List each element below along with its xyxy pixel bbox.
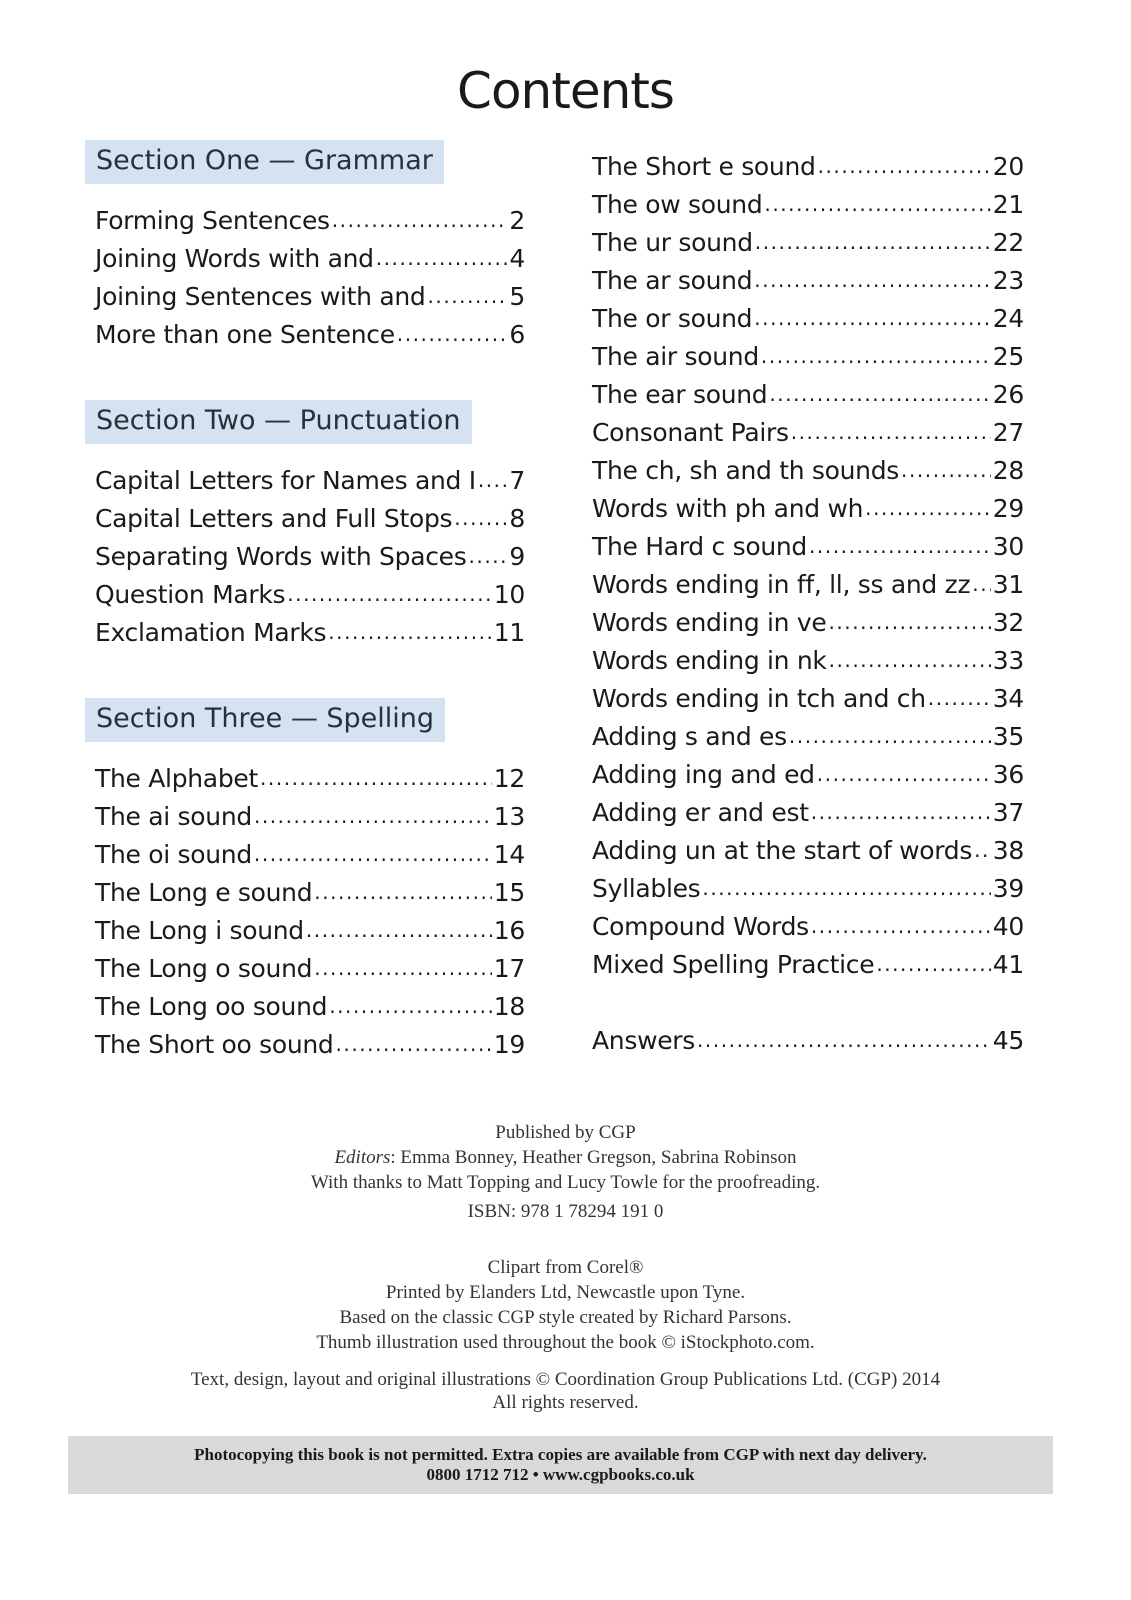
dot-leader [817,754,991,793]
toc-entry[interactable] [85,614,525,652]
section-punctuation [85,400,525,652]
dot-leader [974,830,991,869]
toc-entry-page: 36 [992,760,1024,789]
dot-leader [287,574,492,613]
toc-entry[interactable] [592,186,1024,224]
toc-entry-page: 40 [992,912,1024,941]
thumb-line: Thumb illustration used throughout the book © iStockphoto.com. [316,1332,815,1353]
dot-leader [972,564,991,603]
toc-list [85,760,525,1064]
toc-entry-page: 13 [493,802,525,831]
thanks-line: With thanks to Matt Topping and Lucy Towle for the proofreading. [310,1172,821,1193]
toc-entry-page: 45 [992,1026,1024,1055]
toc-entry-page: 7 [509,466,525,495]
toc-entry-page: 16 [493,916,525,945]
toc-entry[interactable] [85,950,525,988]
toc-entry-title: The Hard c sound [592,532,807,561]
toc-entry-title: Joining Sentences with and [95,282,426,311]
toc-entry-page: 22 [992,228,1024,257]
toc-entry[interactable] [592,490,1024,528]
toc-entry-title: Consonant Pairs [592,418,789,447]
section-heading: Section Two — Punctuation [85,400,472,444]
clipart-line: Clipart from Corel® [487,1257,644,1278]
toc-entry-page: 12 [493,764,525,793]
editors-names: : Emma Bonney, Heather Gregson, Sabrina Robinson [390,1147,797,1168]
dot-leader [428,276,508,315]
toc-entry-title: The ur sound [592,228,753,257]
toc-entry-page: 41 [992,950,1024,979]
dot-leader [478,460,508,499]
toc-entry-title: The oi sound [95,840,252,869]
printer-line: Printed by Elanders Ltd, Newcastle upon Tyne. [385,1282,746,1303]
dot-leader [254,796,492,835]
toc-entry-page: 28 [992,456,1024,485]
toc-entry[interactable] [592,642,1024,680]
toc-entry-title: Compound Words [592,912,809,941]
toc-entry[interactable] [592,300,1024,338]
toc-entry-page: 17 [493,954,525,983]
dot-leader [769,374,990,413]
toc-entry-title: More than one Sentence [95,320,395,349]
credits-block [0,1120,1131,1224]
dot-leader [306,910,492,949]
toc-entry-page: 5 [509,282,525,311]
toc-entry[interactable] [85,836,525,874]
dot-leader [260,758,492,797]
dot-leader [397,314,508,353]
page-title: Contents [457,62,674,120]
toc-entry-page: 25 [992,342,1024,371]
toc-entry-page: 33 [992,646,1024,675]
dot-leader [755,222,991,261]
dot-leader [254,834,492,873]
toc-entry[interactable] [592,680,1024,718]
toc-entry[interactable] [592,908,1024,946]
section-spacer [85,652,525,698]
dot-leader [809,526,991,565]
toc-entry[interactable] [85,912,525,950]
toc-entry-title: The Long e sound [95,878,313,907]
toc-entry-page: 34 [992,684,1024,713]
toc-entry-title: Adding s and es [592,722,787,751]
dot-leader [761,336,991,375]
dot-leader [789,716,991,755]
toc-entry[interactable] [592,756,1024,794]
toc-list [85,462,525,652]
toc-entry-title: Forming Sentences [95,206,330,235]
toc-entry-title: The ar sound [592,266,753,295]
toc-entry[interactable] [592,452,1024,490]
toc-entry[interactable] [85,240,525,278]
dot-leader [928,678,991,717]
toc-entry-title: The ch, sh and th sounds [592,456,900,485]
toc-entry-title: The Alphabet [95,764,258,793]
toc-entry-page: 26 [992,380,1024,409]
dot-leader [754,260,991,299]
toc-entry-title: Words ending in ve [592,608,827,637]
toc-entry-page: 37 [992,798,1024,827]
toc-entry-page: 35 [992,722,1024,751]
editors-label: Editors [334,1147,391,1168]
dot-leader [901,450,991,489]
dot-leader [865,488,991,527]
toc-entry[interactable] [85,874,525,912]
dot-leader [328,612,492,651]
toc-entry-title: Answers [592,1026,696,1055]
toc-entry-page: 21 [992,190,1024,219]
toc-entry[interactable] [592,832,1024,870]
dot-leader [454,498,507,537]
dot-leader [468,536,507,575]
toc-right-column [592,148,1024,1060]
toc-entry-title: Question Marks [95,580,286,609]
toc-entry[interactable] [592,376,1024,414]
toc-list [592,148,1024,984]
toc-entry[interactable] [592,338,1024,376]
toc-entry-title: Words with ph and wh [592,494,864,523]
toc-entry[interactable] [592,604,1024,642]
toc-entry-page: 31 [992,570,1024,599]
toc-entry-title: The ow sound [592,190,763,219]
toc-entry[interactable] [592,870,1024,908]
toc-entry-page: 2 [509,206,525,235]
dot-leader [314,872,491,911]
toc-left-column [85,140,525,1064]
toc-entry[interactable] [85,538,525,576]
toc-list [85,202,525,354]
style-line: Based on the classic CGP style created by Richard Parsons. [339,1307,792,1328]
toc-entry-page: 10 [493,580,525,609]
dot-leader [336,1024,492,1063]
toc-entry[interactable] [592,224,1024,262]
copyright-block [0,1368,1131,1414]
toc-entry-page: 23 [992,266,1024,295]
toc-entry-title: Joining Words with and [95,244,374,273]
toc-entry-page: 20 [992,152,1024,181]
toc-entry[interactable] [592,946,1024,984]
toc-entry-title: The ai sound [95,802,252,831]
dot-leader [811,792,991,831]
copyright-line: Text, design, layout and original illustrations © Coordination Group Publications Ltd. (CGP) 2014 [190,1369,941,1390]
toc-entry-title: The Short oo sound [95,1030,334,1059]
dot-leader [818,146,991,185]
toc-entry-title: Adding un at the start of words [592,836,973,865]
toc-entry-title: Separating Words with Spaces [95,542,467,571]
photocopy-notice: Photocopying this book is not permitted. Extra copies are available from CGP with next day delivery. [194,1445,927,1464]
toc-entry-page: 30 [992,532,1024,561]
credits-printing [0,1255,1131,1355]
toc-entry[interactable] [85,760,525,798]
toc-entry-title: Adding ing and ed [592,760,815,789]
toc-entry-page: 39 [992,874,1024,903]
toc-entry[interactable] [592,566,1024,604]
toc-entry-title: Capital Letters for Names and I [95,466,476,495]
publisher-line: Published by CGP [495,1122,636,1143]
toc-entry-title: The ear sound [592,380,768,409]
dot-leader [829,640,991,679]
toc-entry-title: Mixed Spelling Practice [592,950,875,979]
toc-entry-page: 19 [493,1030,525,1059]
toc-entry[interactable] [592,718,1024,756]
dot-leader [314,948,492,987]
toc-entry[interactable] [85,278,525,316]
toc-entry-title: The or sound [592,304,753,333]
dot-leader [376,238,508,277]
answers-spacer [592,984,1024,1022]
dot-leader [764,184,990,223]
toc-entry-title: Exclamation Marks [95,618,327,647]
toc-entry[interactable] [592,148,1024,186]
dot-leader [791,412,991,451]
isbn-line: ISBN: 978 1 78294 191 0 [467,1201,664,1222]
toc-entry[interactable] [85,462,525,500]
toc-entry-page: 4 [509,244,525,273]
toc-entry-title: Words ending in ff, ll, ss and zz [592,570,971,599]
section-heading: Section Three — Spelling [85,698,445,742]
toc-entry-title: The Long i sound [95,916,304,945]
toc-entry[interactable] [85,576,525,614]
toc-entry-page: 9 [509,542,525,571]
toc-entry-answers[interactable] [592,1022,1024,1060]
section-spelling [85,698,525,1064]
section-heading: Section One — Grammar [85,140,444,184]
toc-entry-title: The Short e sound [592,152,816,181]
toc-entry-page: 27 [992,418,1024,447]
footer-notice-bar [68,1436,1053,1494]
toc-entry[interactable] [85,500,525,538]
toc-entry-page: 38 [992,836,1024,865]
editors-line [0,1145,1131,1170]
toc-entry-title: Capital Letters and Full Stops [95,504,453,533]
toc-entry[interactable] [592,262,1024,300]
dot-leader [811,906,991,945]
toc-entry[interactable] [592,794,1024,832]
dot-leader [329,986,492,1025]
toc-entry-title: Adding er and est [592,798,809,827]
toc-entry-page: 15 [493,878,525,907]
toc-entry[interactable] [85,1026,525,1064]
dot-leader [876,944,990,983]
section-grammar [85,140,525,354]
toc-entry-page: 18 [493,992,525,1021]
toc-entry-page: 6 [509,320,525,349]
contact-line: 0800 1712 712 • www.cgpbooks.co.uk [426,1465,695,1484]
toc-entry[interactable] [592,528,1024,566]
toc-entry-page: 11 [493,618,525,647]
toc-entry-title: The Long oo sound [95,992,328,1021]
dot-leader [332,200,508,239]
toc-entry-title: Words ending in nk [592,646,827,675]
toc-entry-page: 8 [509,504,525,533]
toc-entry[interactable] [85,988,525,1026]
toc-entry[interactable] [85,316,525,354]
toc-entry-page: 24 [992,304,1024,333]
toc-entry[interactable] [85,202,525,240]
toc-entry-page: 32 [992,608,1024,637]
toc-entry-page: 14 [493,840,525,869]
dot-leader [754,298,991,337]
rights-line: All rights reserved. [492,1392,639,1413]
toc-entry-page: 29 [992,494,1024,523]
dot-leader [697,1020,991,1059]
dot-leader [828,602,990,641]
toc-entry-title: Syllables [592,874,701,903]
toc-entry-title: Words ending in tch and ch [592,684,926,713]
section-spacer [85,354,525,400]
toc-entry[interactable] [85,798,525,836]
toc-entry-title: The air sound [592,342,759,371]
dot-leader [702,868,990,907]
toc-entry-title: The Long o sound [95,954,313,983]
toc-entry[interactable] [592,414,1024,452]
